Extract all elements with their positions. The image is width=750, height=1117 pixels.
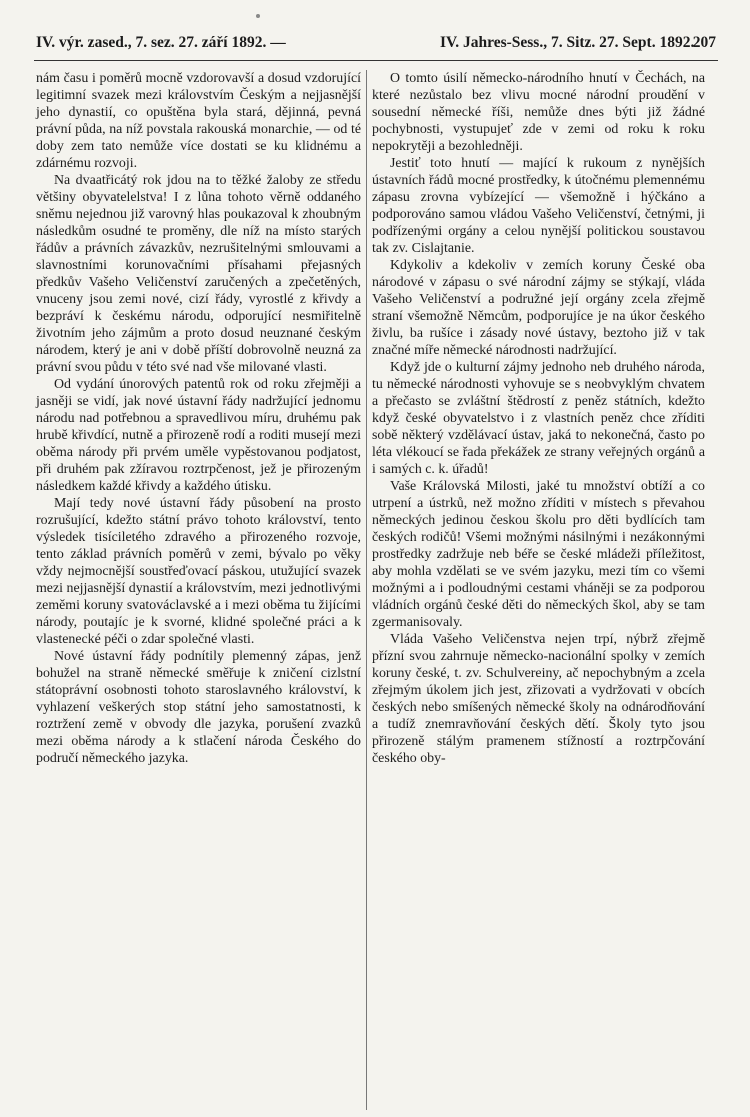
paragraph: Kdykoliv a kdekoliv v zemích koruny České oba národové v zápasu o své národní zájmy se stýkají, vláda Vašeho Veličenství a podružné její orgány zcela zřejmě straní všemožně Němcům, podporujíce je na úkor českého živlu, ba rušíce i zásady nové ústavy, beztoho již v tak značné míře německé národnosti nadržující. <box>372 258 705 358</box>
paragraph: O tomto úsilí německo-národního hnutí v Čechách, na které nezůstalo bez vlivu mocné národní proudění v sousední německé říši, nemůže dnes býti již žádné pochybnosti, vystupujeť zde v zemi od roku k roku nepokrytěji a bezohledněji. <box>372 71 705 154</box>
page-number: 207 <box>692 34 716 51</box>
paragraph: Na dvaatřicátý rok jdou na to těžké žaloby ze středu většiny obyvatelelstva! I z lůna tohoto věrně oddaného sněmu nejednou již varovný hlas poukazoval k zhoubným následkům osudné te proměny, dle níž na místo starých řádův a právních závazkův, nezrušitelnými smlouvami a slavnostními korunovačními přísahami přejasných předkův Vašeho Veličenství zaručených a zpečetěných, vnuceny jsou zemi nové, cizí řády, vyrostlé z křivdy a bezpráví k českému národu, odporující nesmiřitelně životním jeho zájmům a proto dosud neuznané českým národem, který je ani v době příští dobrovolně neuzná za právní svou půdu v této své nad vše milované vlasti. <box>36 173 361 375</box>
paragraph: nám času i poměrů mocně vzdorovavší a dosud vzdorující legitimní svazek mezi královstvím Českým a nejjasnější jeho dynastií, co opuštěna byla stará, dějinná, pevná právní půda, na níž povstala rakouská monarchie, — od té doby zem tato nemůže více dostati se ku klidnému a zdárnému rozvoji. <box>36 71 361 171</box>
paragraph: Jestiť toto hnutí — mající k rukoum z nynějších ústavních řádů mocné prostředky, k útočnému plemennému zápasu zrovna vybízející — všemožně i hýčkáno a podporováno samou vládou Vašeho Veličenství, četnými, ji podřízenými orgány a celou nynější politickou soustavou tak zv. Cislajtanie. <box>372 156 705 256</box>
column-divider <box>366 70 367 1110</box>
paragraph: Když jde o kulturní zájmy jednoho neb druhého národa, tu německé národnosti vyhovuje se s neobvyklým chvatem a přečasto se zvláštní štědrostí z peněz státních, kdežto když české obyvatelstvo i z vlastních peněz chce zříditi sobě některý vzdělávací ústav, jaká to nekonečná, často po léta vlékoucí se řada překážek ze strany veřejných orgánů a i samých c. k. úřadů! <box>372 360 705 477</box>
header-czech: IV. výr. zased., 7. sez. 27. září 1892. — <box>36 34 286 51</box>
header-german: IV. Jahres-Sess., 7. Sitz. 27. Sept. 1892. <box>440 34 695 51</box>
printer-speck <box>256 14 260 18</box>
left-column <box>36 70 361 767</box>
paragraph: Nové ústavní řády podnítily plemenný zápas, jenž bohužel na straně německé směřuje k zničení cizlstní státoprávní osobnosti tohoto staroslavného království, k vyhlazení veškerých stop státní jeho samostatnosti, k roztržení země v obvody dle jazyka, porušení zvazků mezi oběma národy a k stlačení národa Českého do područí německého jazyka. <box>36 649 361 766</box>
paragraph: Vaše Královská Milosti, jaké tu množství obtíží a co utrpení a ústrků, než možno zříditi v místech s převahou německých jedinou českou školu pro děti bydlících tam českých rodičů! Všemi možnými násilnými i nezákonnými prostředky zadržuje neb béře se české mládeži příležitost, aby mohla vzdělati se ve svém jazyku, mezi tím co všemi možnými a i podloudnými cestami vháněji se za podporou vládních orgánů české děti do německých škol, aby se tam zgermanisovaly. <box>372 479 705 630</box>
running-header <box>36 34 716 58</box>
header-rule <box>34 60 718 61</box>
right-column <box>372 70 705 767</box>
paragraph: Vláda Vašeho Veličenstva nejen trpí, nýbrž zřejmě přízní svou zahrnuje německo-nacionální spolky v zemích koruny české, t. zv. Schulvereiny, ač nepochybným a zcela zřejmým úkolem jich jest, zřizovati a vydržovati v obcích českých nebo smíšených německé školy na odnárodňování a tudíž znemravňování českých dětí. Školy tyto jsou přirozeně stálým pramenem stížností a roztrpčování českého oby- <box>372 632 705 766</box>
paragraph: Mají tedy nové ústavní řády působení na prosto rozrušující, kdežto státní právo tohoto království, tento výsledek tisíciletého zdravého a přirozeného rozvoje, tento základ právních poměrů v zemi, bývalo po věky vždy nejmocnější soustřeďovací páskou, utužující svazek mezi nejjasnější dynastií a královstvím, mezi jednotlivými zeměmi koruny svatováclavské a i mezi oběma tu žijícími národy, poutajíc je k svorné, klidné společné práci a k vlastenecké péči o zdar společné vlasti. <box>36 496 361 647</box>
paragraph: Od vydání únorových patentů rok od roku zřejměji a jasněji se vidí, jak nové ústavní řády nadržující jednomu národu nad potřebnou a spravedlivou míru, druhému pak hrubě křivdící, nutně a přirozeně rodí a roditi musejí mezi oběma národy při prvém uměle vypěstovanou podjatost, při druhém pak zžíravou roztrpčenost, jež je přirozeným následkem každé křivdy a každého útisku. <box>36 377 361 494</box>
